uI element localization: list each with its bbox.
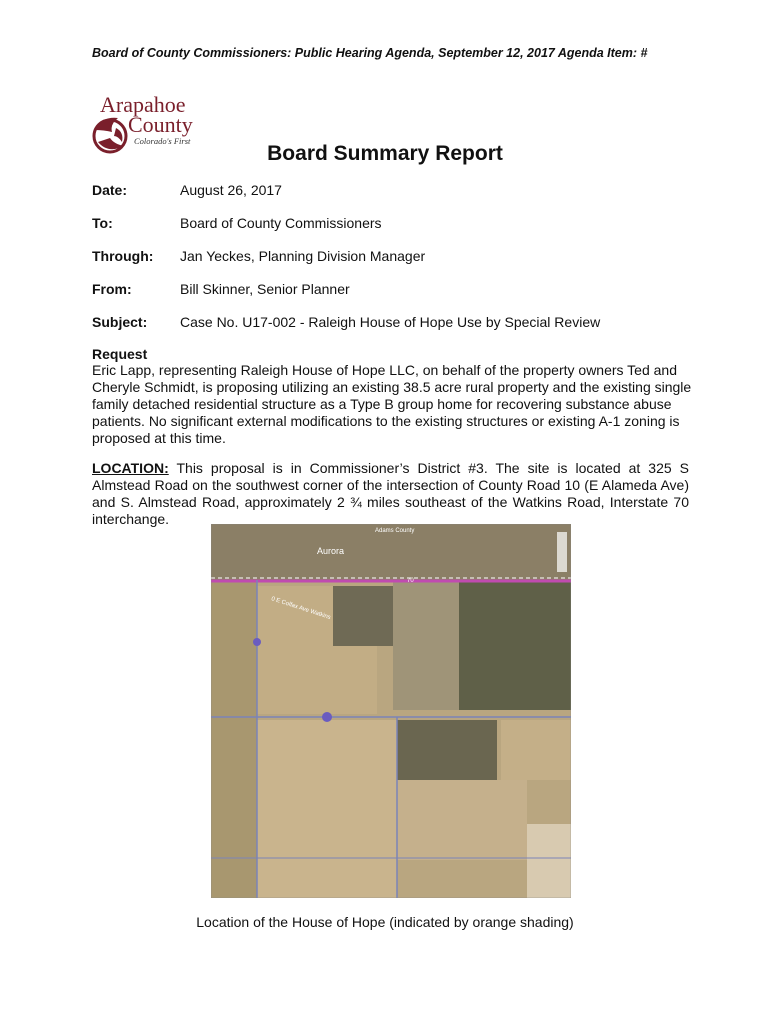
request-body: Eric Lapp, representing Raleigh House of Hope LLC, on behalf of the property owners Ted and Cheryle Schmidt, is proposing utilizing an existing 38.5 acre rural property and the existing single family detached residential structure as a Type B group home for recovering substance abuse patients. No significant external modifications to the existing structures or existing A-1 zoning is proposed at this time. (92, 362, 692, 446)
report-title: Board Summary Report (267, 142, 503, 165)
location-map (211, 524, 571, 898)
field-value: August 26, 2017 (180, 182, 282, 198)
logo-tagline: Colorado's First (134, 136, 191, 146)
field-value: Jan Yeckes, Planning Division Manager (180, 248, 426, 264)
logo-name-line2: County (128, 112, 193, 137)
map-caption: Location of the House of Hope (indicated by orange shading) (196, 914, 574, 930)
field-label: From: (92, 281, 132, 297)
map-label-watkins: 0 E Colfax Ave Watkins (270, 596, 332, 622)
field-label: To: (92, 215, 113, 231)
field-value: Case No. U17-002 - Raleigh House of Hope Use by Special Review (180, 314, 601, 330)
field-label: Date: (92, 182, 128, 198)
field-value: Board of County Commissioners (180, 215, 382, 231)
field-value: Bill Skinner, Senior Planner (180, 281, 350, 297)
logo-name-line1: Arapahoe (100, 92, 186, 117)
map-label-highway: 70 (407, 578, 414, 584)
location-body: This proposal is in Commissioner’s District #3. The site is located at 325 S Almstead Road on the southwest corner of the intersection of County Road 10 (E Alameda Ave) and S. Almstead Road, approximately 2 ¾ miles southeast of the Watkins Road, Interstate 70 interchange. (92, 460, 689, 527)
field-label: Through: (92, 248, 154, 264)
map-label-adams: Adams County (375, 528, 415, 534)
location-label: LOCATION: (92, 460, 169, 476)
location-paragraph (92, 460, 689, 528)
map-label-aurora: Aurora (317, 546, 345, 556)
field-label: Subject: (92, 314, 148, 330)
agenda-header: Board of County Commissioners: Public Hearing Agenda, September 12, 2017 Agenda Item: # (92, 46, 648, 60)
request-heading: Request (92, 346, 148, 362)
